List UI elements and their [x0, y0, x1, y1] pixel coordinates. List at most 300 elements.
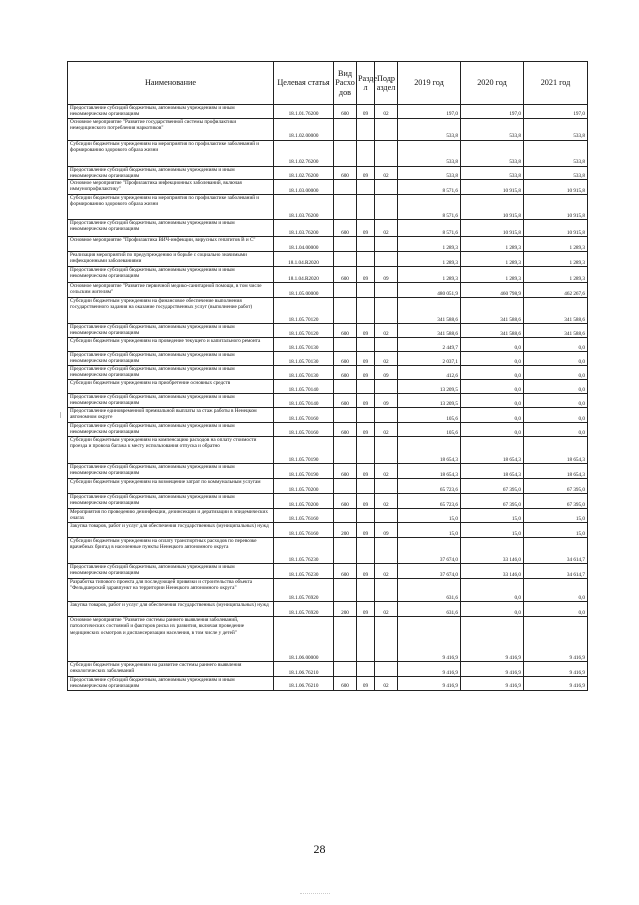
- row-section-cell: 09: [357, 267, 375, 283]
- row-section-cell: [357, 338, 375, 352]
- row-name-cell: Субсидии бюджетным учреждениям на проведение текущего и капитального ремонта: [68, 338, 274, 352]
- row-subsection-cell: [375, 538, 398, 564]
- row-2020-cell: 0,0: [461, 338, 524, 352]
- row-2021-cell: 341 588,6: [524, 324, 588, 338]
- row-target-article-cell: 18.1.02.76200: [274, 166, 334, 180]
- row-section-cell: [357, 617, 375, 662]
- row-subsection-cell: 02: [375, 220, 398, 237]
- row-target-article-cell: 18.1.05.70200: [274, 494, 334, 509]
- table-row: [68, 338, 588, 352]
- table-row: [68, 538, 588, 564]
- row-name-cell: Основное мероприятие "Профилактика инфекционных заболеваний, включая иммунопрофилактику": [68, 180, 274, 195]
- row-section-cell: [357, 195, 375, 220]
- row-name-cell: Субсидии бюджетным учреждениям на оплату транспортных расходов по перевозке врачебных бригад в населенные пункты Ненецкого автономного округа: [68, 538, 274, 564]
- row-section-cell: [357, 437, 375, 464]
- row-2021-cell: 533,8: [524, 166, 588, 180]
- row-section-cell: [357, 662, 375, 677]
- row-2021-cell: 10 915,8: [524, 220, 588, 237]
- row-2021-cell: 0,0: [524, 408, 588, 423]
- row-2021-cell: 0,0: [524, 394, 588, 408]
- row-2020-cell: 15,0: [461, 509, 524, 523]
- row-2019-cell: 1 289,3: [398, 267, 461, 283]
- row-expense-type-cell: [334, 437, 357, 464]
- row-target-article-cell: 18.1.05.70140: [274, 380, 334, 394]
- row-expense-type-cell: [334, 237, 357, 252]
- row-target-article-cell: 18.1.04.00000: [274, 237, 334, 252]
- row-expense-type-cell: 600: [334, 564, 357, 579]
- row-2019-cell: 13 209,5: [398, 380, 461, 394]
- row-2019-cell: 8 571,6: [398, 180, 461, 195]
- row-2020-cell: 67 395,0: [461, 494, 524, 509]
- row-target-article-cell: 18.1.06.76210: [274, 677, 334, 691]
- row-expense-type-cell: 600: [334, 105, 357, 119]
- row-2021-cell: 9 416,9: [524, 617, 588, 662]
- row-name-cell: Предоставление субсидий бюджетным, автономным учреждениям и иным некоммерческим организациям: [68, 394, 274, 408]
- table-row: [68, 677, 588, 691]
- row-subsection-cell: 02: [375, 166, 398, 180]
- col-header-target-article: Целевая статья: [274, 62, 334, 105]
- row-target-article-cell: 18.1.05.70160: [274, 408, 334, 423]
- row-subsection-cell: [375, 509, 398, 523]
- row-name-cell: Предоставление субсидий бюджетным, автономным учреждениям и иным некоммерческим организациям: [68, 464, 274, 479]
- row-name-cell: Предоставление субсидий бюджетным, автономным учреждениям и иным некоммерческим организациям: [68, 494, 274, 509]
- row-2019-cell: 197,0: [398, 105, 461, 119]
- row-target-article-cell: 18.1.03.00000: [274, 180, 334, 195]
- table-row: [68, 324, 588, 338]
- table-row: [68, 479, 588, 494]
- row-2021-cell: 67 395,0: [524, 494, 588, 509]
- row-name-cell: Реализация мероприятий по предупреждению и борьбе с социально значимыми инфекционными заболеваниями: [68, 252, 274, 267]
- row-section-cell: 09: [357, 394, 375, 408]
- row-expense-type-cell: 600: [334, 394, 357, 408]
- row-name-cell: Субсидии бюджетным учреждениям на финансовое обеспечение выполнения государственного задания на оказание государственных услуг (выполнение работ): [68, 298, 274, 324]
- table-row: [68, 298, 588, 324]
- row-target-article-cell: 18.1.05.76160: [274, 523, 334, 538]
- row-expense-type-cell: 600: [334, 677, 357, 691]
- row-subsection-cell: 02: [375, 352, 398, 366]
- row-2019-cell: 9 416,9: [398, 617, 461, 662]
- row-2021-cell: 0,0: [524, 366, 588, 380]
- row-subsection-cell: 02: [375, 105, 398, 119]
- row-2020-cell: 1 289,3: [461, 252, 524, 267]
- row-section-cell: [357, 180, 375, 195]
- table-header-row: [68, 62, 588, 105]
- row-2019-cell: 412,6: [398, 366, 461, 380]
- row-2019-cell: 37 674,0: [398, 538, 461, 564]
- row-target-article-cell: 18.1.06.00000: [274, 617, 334, 662]
- row-2019-cell: 9 416,9: [398, 677, 461, 691]
- row-2021-cell: 9 416,9: [524, 677, 588, 691]
- row-2019-cell: 341 588,6: [398, 298, 461, 324]
- row-expense-type-cell: [334, 380, 357, 394]
- row-subsection-cell: 02: [375, 677, 398, 691]
- row-target-article-cell: 18.1.05.70130: [274, 366, 334, 380]
- row-2019-cell: 13 209,5: [398, 394, 461, 408]
- row-2019-cell: 9 416,9: [398, 662, 461, 677]
- row-2019-cell: 65 723,6: [398, 479, 461, 494]
- table-row: [68, 380, 588, 394]
- row-name-cell: Закупка товаров, работ и услуг для обеспечения государственных (муниципальных) нужд: [68, 602, 274, 617]
- row-section-cell: 09: [357, 523, 375, 538]
- row-section-cell: [357, 118, 375, 140]
- row-subsection-cell: 02: [375, 324, 398, 338]
- row-expense-type-cell: [334, 617, 357, 662]
- row-2019-cell: 65 723,6: [398, 494, 461, 509]
- row-expense-type-cell: 600: [334, 352, 357, 366]
- row-2021-cell: 1 289,3: [524, 252, 588, 267]
- row-subsection-cell: 09: [375, 523, 398, 538]
- row-section-cell: [357, 237, 375, 252]
- row-subsection-cell: [375, 437, 398, 464]
- row-subsection-cell: [375, 195, 398, 220]
- table-row: [68, 283, 588, 298]
- row-expense-type-cell: [334, 118, 357, 140]
- row-2021-cell: 9 416,9: [524, 662, 588, 677]
- table-row: [68, 352, 588, 366]
- table-row: [68, 166, 588, 180]
- row-expense-type-cell: [334, 195, 357, 220]
- row-2019-cell: 631,6: [398, 602, 461, 617]
- row-subsection-cell: [375, 298, 398, 324]
- row-target-article-cell: 18.1.05.76920: [274, 579, 334, 602]
- row-2020-cell: 341 588,6: [461, 324, 524, 338]
- row-2020-cell: 341 588,6: [461, 298, 524, 324]
- table-row: [68, 423, 588, 437]
- table-body: [68, 105, 588, 691]
- row-2020-cell: 1 289,3: [461, 267, 524, 283]
- row-subsection-cell: 02: [375, 464, 398, 479]
- row-subsection-cell: [375, 617, 398, 662]
- row-name-cell: Субсидии бюджетным учреждениям на возмещение затрат по коммунальным услугам: [68, 479, 274, 494]
- row-section-cell: [357, 283, 375, 298]
- row-2021-cell: 1 289,3: [524, 267, 588, 283]
- row-subsection-cell: [375, 180, 398, 195]
- row-2019-cell: 8 571,6: [398, 195, 461, 220]
- row-name-cell: Основное мероприятие "Развитие системы раннего выявления заболеваний, патологических состояний и факторов риска их развития, включая проведение медицинских осмотров и диспансеризации населения, в том числе у детей": [68, 617, 274, 662]
- row-2020-cell: 0,0: [461, 380, 524, 394]
- row-name-cell: Предоставление субсидий бюджетным, автономным учреждениям и иным некоммерческим организациям: [68, 352, 274, 366]
- row-subsection-cell: [375, 338, 398, 352]
- row-target-article-cell: 18.1.05.76160: [274, 509, 334, 523]
- row-name-cell: Субсидии бюджетным учреждениям на приобретение основных средств: [68, 380, 274, 394]
- row-2021-cell: 0,0: [524, 338, 588, 352]
- row-2021-cell: 0,0: [524, 579, 588, 602]
- table-row: [68, 267, 588, 283]
- row-name-cell: Основное мероприятие "Профилактика ВИЧ-инфекции, вирусных гепатитов В и С": [68, 237, 274, 252]
- row-name-cell: Предоставление субсидий бюджетным, автономным учреждениям и иным некоммерческим организациям: [68, 267, 274, 283]
- row-2021-cell: 0,0: [524, 423, 588, 437]
- table-row: [68, 523, 588, 538]
- row-2019-cell: 15,0: [398, 509, 461, 523]
- row-subsection-cell: [375, 662, 398, 677]
- row-subsection-cell: [375, 140, 398, 166]
- row-name-cell: Субсидии бюджетным учреждениям на мероприятия по профилактике заболеваний и формированию здорового образа жизни: [68, 195, 274, 220]
- row-expense-type-cell: 200: [334, 523, 357, 538]
- row-section-cell: 09: [357, 602, 375, 617]
- row-target-article-cell: 18.1.05.70130: [274, 352, 334, 366]
- row-target-article-cell: 18.1.05.76230: [274, 538, 334, 564]
- row-2020-cell: 18 654,3: [461, 437, 524, 464]
- row-2021-cell: 18 654,3: [524, 464, 588, 479]
- row-2020-cell: 0,0: [461, 366, 524, 380]
- row-name-cell: Субсидии бюджетным учреждениям на развитие системы раннего выявления онкологических заболеваний: [68, 662, 274, 677]
- row-target-article-cell: 18.1.01.76200: [274, 105, 334, 119]
- row-2019-cell: 533,8: [398, 140, 461, 166]
- row-2021-cell: 1 289,3: [524, 237, 588, 252]
- row-2019-cell: 18 654,3: [398, 437, 461, 464]
- row-2020-cell: 10 915,8: [461, 220, 524, 237]
- table-row: [68, 494, 588, 509]
- row-2021-cell: 462 267,6: [524, 283, 588, 298]
- row-2020-cell: 0,0: [461, 423, 524, 437]
- row-expense-type-cell: [334, 283, 357, 298]
- row-2020-cell: 10 915,8: [461, 195, 524, 220]
- row-section-cell: 09: [357, 464, 375, 479]
- row-2020-cell: 33 146,0: [461, 564, 524, 579]
- table-row: [68, 195, 588, 220]
- table-row: [68, 366, 588, 380]
- row-expense-type-cell: 600: [334, 464, 357, 479]
- row-expense-type-cell: [334, 252, 357, 267]
- row-target-article-cell: 18.1.02.00000: [274, 118, 334, 140]
- row-name-cell: Предоставление субсидий бюджетным, автономным учреждениям и иным некоммерческим организациям: [68, 166, 274, 180]
- row-name-cell: Предоставление субсидий бюджетным, автономным учреждениям и иным некоммерческим организациям: [68, 220, 274, 237]
- row-2019-cell: 18 654,3: [398, 464, 461, 479]
- row-section-cell: 09: [357, 105, 375, 119]
- row-2020-cell: 0,0: [461, 352, 524, 366]
- row-subsection-cell: [375, 479, 398, 494]
- row-subsection-cell: 02: [375, 602, 398, 617]
- row-2020-cell: 0,0: [461, 579, 524, 602]
- row-2021-cell: 15,0: [524, 509, 588, 523]
- row-expense-type-cell: 600: [334, 220, 357, 237]
- row-2020-cell: 33 146,0: [461, 538, 524, 564]
- row-section-cell: 09: [357, 324, 375, 338]
- row-target-article-cell: 18.1.05.70120: [274, 298, 334, 324]
- row-expense-type-cell: [334, 662, 357, 677]
- row-section-cell: [357, 509, 375, 523]
- row-target-article-cell: 18.1.05.70190: [274, 464, 334, 479]
- table-row: [68, 237, 588, 252]
- row-2020-cell: 533,8: [461, 118, 524, 140]
- row-name-cell: Субсидии бюджетным учреждениям на компенсацию расходов на оплату стоимости проезда и провоза багажа к месту использования отпуска и обратно: [68, 437, 274, 464]
- row-subsection-cell: 09: [375, 366, 398, 380]
- table-row: [68, 408, 588, 423]
- row-section-cell: [357, 538, 375, 564]
- row-expense-type-cell: [334, 579, 357, 602]
- row-section-cell: [357, 579, 375, 602]
- row-2019-cell: 341 588,6: [398, 324, 461, 338]
- row-subsection-cell: 09: [375, 394, 398, 408]
- row-2019-cell: 105,6: [398, 408, 461, 423]
- row-2019-cell: 533,8: [398, 166, 461, 180]
- row-section-cell: 09: [357, 564, 375, 579]
- col-header-expense-type: Вид Расхо дов: [334, 62, 357, 105]
- row-target-article-cell: 18.1.05.70200: [274, 479, 334, 494]
- row-target-article-cell: 18.1.05.70130: [274, 338, 334, 352]
- row-expense-type-cell: 600: [334, 267, 357, 283]
- row-target-article-cell: 18.1.05.70120: [274, 324, 334, 338]
- row-section-cell: 09: [357, 494, 375, 509]
- row-expense-type-cell: [334, 538, 357, 564]
- table-row: [68, 509, 588, 523]
- row-2019-cell: 631,6: [398, 579, 461, 602]
- row-expense-type-cell: 200: [334, 602, 357, 617]
- row-2019-cell: 2 449,7: [398, 338, 461, 352]
- row-2021-cell: 0,0: [524, 380, 588, 394]
- budget-table: [67, 61, 588, 691]
- row-expense-type-cell: 600: [334, 494, 357, 509]
- col-header-2020: 2020 год: [461, 62, 524, 105]
- row-section-cell: 09: [357, 423, 375, 437]
- row-section-cell: [357, 408, 375, 423]
- row-subsection-cell: 09: [375, 267, 398, 283]
- row-subsection-cell: [375, 408, 398, 423]
- row-subsection-cell: 02: [375, 423, 398, 437]
- row-target-article-cell: 18.1.05.00000: [274, 283, 334, 298]
- row-2020-cell: 533,8: [461, 140, 524, 166]
- row-2020-cell: 1 289,3: [461, 237, 524, 252]
- table-row: [68, 118, 588, 140]
- row-2021-cell: 10 915,8: [524, 195, 588, 220]
- col-header-2021: 2021 год: [524, 62, 588, 105]
- row-target-article-cell: 18.1.04.R2020: [274, 267, 334, 283]
- row-subsection-cell: [375, 283, 398, 298]
- table-row: [68, 662, 588, 677]
- table-row: [68, 220, 588, 237]
- row-2020-cell: 9 416,9: [461, 617, 524, 662]
- row-target-article-cell: 18.1.05.70190: [274, 437, 334, 464]
- row-2019-cell: 37 674,0: [398, 564, 461, 579]
- row-2021-cell: 0,0: [524, 352, 588, 366]
- row-2019-cell: 8 571,6: [398, 220, 461, 237]
- row-target-article-cell: 18.1.05.70160: [274, 423, 334, 437]
- row-section-cell: 09: [357, 677, 375, 691]
- row-name-cell: Мероприятия по проведению дезинфекции, дезинсекции и дератизации в эпидемических очагах: [68, 509, 274, 523]
- row-subsection-cell: [375, 380, 398, 394]
- table-row: [68, 602, 588, 617]
- row-expense-type-cell: 600: [334, 166, 357, 180]
- row-expense-type-cell: 600: [334, 423, 357, 437]
- row-2021-cell: 197,0: [524, 105, 588, 119]
- row-section-cell: [357, 380, 375, 394]
- row-2021-cell: 10 915,8: [524, 180, 588, 195]
- table-row: [68, 394, 588, 408]
- row-2021-cell: 15,0: [524, 523, 588, 538]
- row-subsection-cell: 02: [375, 494, 398, 509]
- row-target-article-cell: 18.1.03.76200: [274, 220, 334, 237]
- row-section-cell: [357, 479, 375, 494]
- row-name-cell: Предоставление единовременной премиальной выплаты за стаж работы в Ненецком автономном округе: [68, 408, 274, 423]
- row-2021-cell: 34 614,7: [524, 538, 588, 564]
- page-number: 28: [313, 842, 326, 856]
- row-section-cell: [357, 298, 375, 324]
- row-2019-cell: 1 289,3: [398, 237, 461, 252]
- table-row: [68, 617, 588, 662]
- row-target-article-cell: 18.1.03.76200: [274, 195, 334, 220]
- row-2020-cell: 10 915,8: [461, 180, 524, 195]
- row-expense-type-cell: [334, 338, 357, 352]
- row-subsection-cell: [375, 118, 398, 140]
- row-expense-type-cell: 600: [334, 366, 357, 380]
- row-name-cell: Закупка товаров, работ и услуг для обеспечения государственных (муниципальных) нужд: [68, 523, 274, 538]
- row-2019-cell: 15,0: [398, 523, 461, 538]
- row-section-cell: [357, 252, 375, 267]
- row-2020-cell: 9 416,9: [461, 677, 524, 691]
- row-subsection-cell: [375, 252, 398, 267]
- row-2020-cell: 15,0: [461, 523, 524, 538]
- table-row: [68, 464, 588, 479]
- col-header-name: Наименование: [68, 62, 274, 105]
- row-target-article-cell: 18.1.04.R2020: [274, 252, 334, 267]
- row-expense-type-cell: [334, 180, 357, 195]
- row-name-cell: Предоставление субсидий бюджетным, автономным учреждениям и иным некоммерческим организациям: [68, 366, 274, 380]
- row-2020-cell: 460 798,9: [461, 283, 524, 298]
- table-row: [68, 180, 588, 195]
- table-row: [68, 105, 588, 119]
- row-expense-type-cell: [334, 408, 357, 423]
- row-subsection-cell: [375, 579, 398, 602]
- row-name-cell: Предоставление субсидий бюджетным, автономным учреждениям и иным некоммерческим организациям: [68, 324, 274, 338]
- row-subsection-cell: 02: [375, 564, 398, 579]
- row-2020-cell: 67 395,0: [461, 479, 524, 494]
- scan-artifact-bottom: [300, 893, 330, 895]
- row-subsection-cell: [375, 237, 398, 252]
- row-section-cell: 09: [357, 352, 375, 366]
- row-expense-type-cell: 600: [334, 324, 357, 338]
- table-row: [68, 140, 588, 166]
- row-expense-type-cell: [334, 298, 357, 324]
- row-expense-type-cell: [334, 509, 357, 523]
- row-section-cell: [357, 140, 375, 166]
- row-expense-type-cell: [334, 479, 357, 494]
- row-target-article-cell: 18.1.06.76210: [274, 662, 334, 677]
- row-2019-cell: 1 289,3: [398, 252, 461, 267]
- table-row: [68, 579, 588, 602]
- row-2020-cell: 0,0: [461, 394, 524, 408]
- table-row: [68, 437, 588, 464]
- row-name-cell: Разработка типового проекта для последующей привязки и строительства объекта "Фельдшерский здравпункт на территории Ненецкого автономного округа": [68, 579, 274, 602]
- row-name-cell: Основное мероприятие "Развитие первичной медико-санитарной помощи, в том числе сельским жителям": [68, 283, 274, 298]
- row-name-cell: Субсидии бюджетным учреждениям на мероприятия по профилактике заболеваний и формированию здорового образа жизни: [68, 140, 274, 166]
- row-2020-cell: 197,0: [461, 105, 524, 119]
- row-2021-cell: 67 395,0: [524, 479, 588, 494]
- scan-artifact: [60, 412, 65, 418]
- row-2021-cell: 0,0: [524, 602, 588, 617]
- row-section-cell: 09: [357, 166, 375, 180]
- row-2020-cell: 18 654,3: [461, 464, 524, 479]
- row-2021-cell: 533,8: [524, 140, 588, 166]
- row-name-cell: Предоставление субсидий бюджетным, автономным учреждениям и иным некоммерческим организациям: [68, 677, 274, 691]
- row-2021-cell: 341 588,6: [524, 298, 588, 324]
- row-2019-cell: 533,8: [398, 118, 461, 140]
- row-2021-cell: 18 654,3: [524, 437, 588, 464]
- row-2021-cell: 34 614,7: [524, 564, 588, 579]
- row-2020-cell: 0,0: [461, 408, 524, 423]
- row-2019-cell: 2 037,1: [398, 352, 461, 366]
- row-target-article-cell: 18.1.02.76200: [274, 140, 334, 166]
- row-section-cell: 09: [357, 366, 375, 380]
- row-target-article-cell: 18.1.05.76920: [274, 602, 334, 617]
- row-2019-cell: 480 051,9: [398, 283, 461, 298]
- row-name-cell: Предоставление субсидий бюджетным, автономным учреждениям и иным некоммерческим организациям: [68, 105, 274, 119]
- col-header-section: Разде л: [357, 62, 375, 105]
- row-2020-cell: 0,0: [461, 602, 524, 617]
- row-expense-type-cell: [334, 140, 357, 166]
- row-section-cell: 09: [357, 220, 375, 237]
- row-target-article-cell: 18.1.05.70140: [274, 394, 334, 408]
- row-name-cell: Предоставление субсидий бюджетным, автономным учреждениям и иным некоммерческим организациям: [68, 423, 274, 437]
